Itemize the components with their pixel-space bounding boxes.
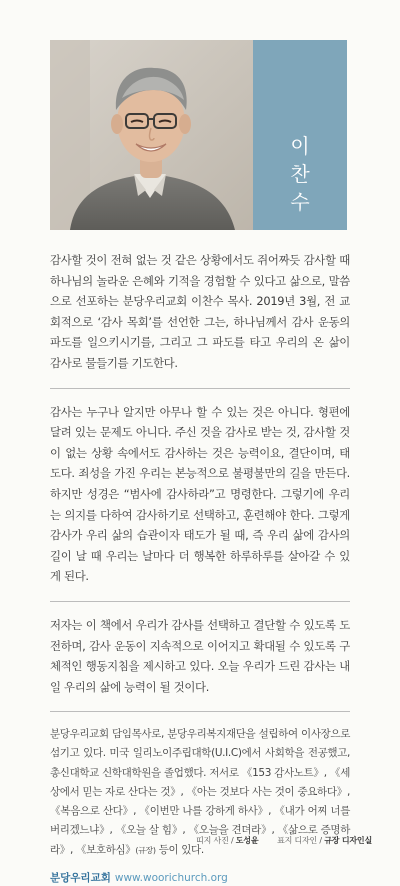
author-description bbox=[50, 250, 350, 886]
author-header bbox=[50, 40, 347, 230]
section-divider bbox=[50, 601, 350, 602]
author-photo bbox=[50, 40, 253, 230]
design-credits bbox=[196, 835, 372, 846]
gratitude-paragraph: 감사는 누구나 알지만 아무나 할 수 있는 것은 아니다. 형편에 달려 있는 문제도 아니다. 주신 것을 감사로 받는 것, 감사할 것이 없는 상황 속에서도 감사하는 것은 능력이요, 결단이며, 태도다. 죄성을 가진 우리는 본능적으로 불평불만의 길을 만든다. 하지만 성경은 “범사에 감사하라”고 명령한다. 그렇기에 우리는 의지를 다하여 감사하기로 선택하고, 훈련해야 한다. 그렇게 감사가 우리 삶의 습관이자 태도가 될 때, 즉 우리 삶에 감사의 길이 날 때 우리는 날마다 더 행복한 하루하루를 살아갈 수 있게 된다. bbox=[50, 404, 350, 584]
design-credit-label: 표지 디자인 / bbox=[277, 836, 322, 845]
church-info bbox=[50, 870, 350, 886]
author-name-char: 찬 bbox=[290, 162, 310, 186]
photo-credit-name: 도성윤 bbox=[235, 836, 259, 845]
author-name bbox=[253, 132, 347, 216]
publisher-note: (규장) bbox=[135, 845, 156, 855]
author-name-panel bbox=[253, 40, 347, 230]
author-name-char: 수 bbox=[290, 190, 310, 214]
author-bio-text: 분당우리교회 담임목사로, 분당우리복지재단을 설립하여 이사장으로 섬기고 있다. 미국 일리노이주립대학(U.I.C)에서 사회학을 전공했고, 총신대학교 신학대학원을 졸업했다. 저서로 《153 감사노트》, 《세상에서 믿는 자로 산다는 것》, 《아는 것보다 사는 것이 중요하다》, 《복음으로 산다》, 《이번만 나를 강하게 하사》, 《내가 어찌 너를 버리겠느냐》, 《오늘 살 힘》, 《오늘을 견뎌라》, 《삶으로 증명하라》, 《보호하심》 bbox=[50, 728, 350, 856]
design-credit-name: 규장 디자인실 bbox=[324, 836, 372, 845]
section-divider bbox=[50, 711, 350, 712]
author-bio-tail: 등이 있다. bbox=[155, 843, 204, 856]
author-portrait-image bbox=[50, 40, 253, 230]
section-divider bbox=[50, 388, 350, 389]
book-summary-paragraph: 저자는 이 책에서 우리가 감사를 선택하고 결단할 수 있도록 도전하며, 감사 운동이 지속적으로 이어지고 확대될 수 있도록 구체적인 행동지침을 제시하고 있다. 오늘 우리가 드린 감사는 내일 우리의 삶에 능력이 될 것이다. bbox=[50, 617, 350, 694]
author-name-char: 이 bbox=[290, 134, 310, 158]
church-name: 분당우리교회 bbox=[50, 871, 111, 884]
photo-credit-label: 띠지 사진 / bbox=[196, 836, 234, 845]
church-website-link[interactable]: www.woorichurch.org bbox=[114, 871, 228, 884]
intro-paragraph: 감사할 것이 전혀 없는 것 같은 상황에서도 쥐어짜듯 감사할 때 하나님의 놀라운 은혜와 기적을 경험할 수 있다고 삶으로, 말씀으로 선포하는 분당우리교회 이찬수 목사. 2019년 3월, 전 교회적으로 ‘감사 목회’를 선언한 그는, 하나님께서 감사 운동의 파도를 일으키시기를, 그리고 그 파도를 타고 우리의 온 삶이 감사로 물들기를 기도한다. bbox=[50, 253, 350, 370]
